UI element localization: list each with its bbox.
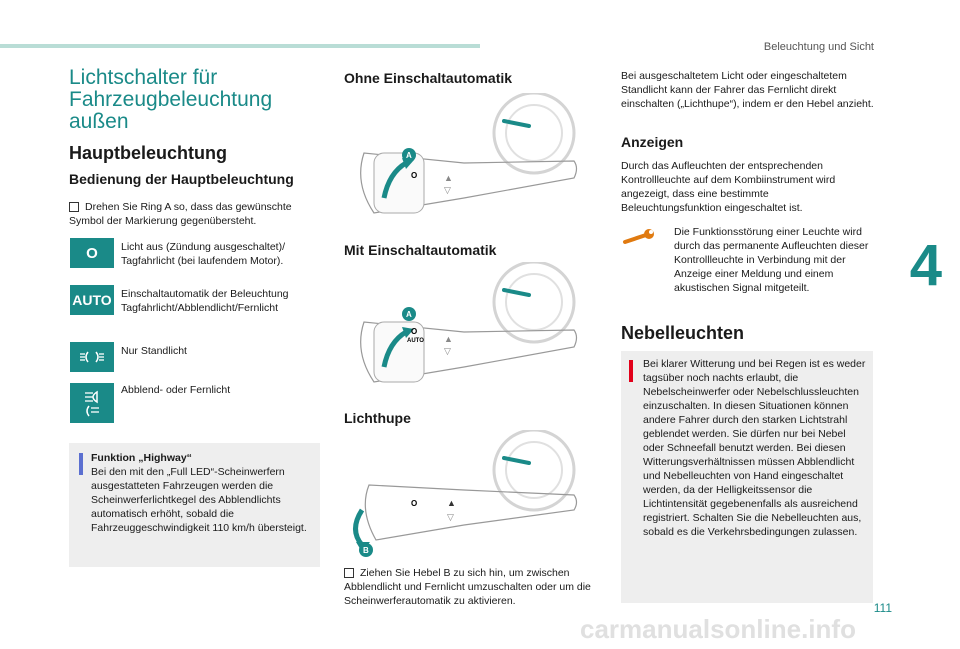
parking-light-icon (70, 342, 114, 372)
info-icon (79, 453, 83, 475)
svg-text:▲: ▲ (447, 498, 456, 508)
svg-text:B: B (363, 546, 369, 555)
stalk-diagram-mit (344, 262, 594, 387)
heading-lichthupe: Lichthupe (344, 410, 411, 426)
item-headlight-text: Abblend- oder Fernlicht (121, 384, 231, 396)
stalk-diagram-ohne (344, 93, 594, 218)
info-box-highway (69, 443, 320, 567)
intro-lichthupe: Bei ausgeschaltetem Licht oder eingeschaltetem Standlicht kann der Fahrer das Fernlicht direkt einschalten („Lichthupe“), indem er den Hebel anzieht. (621, 70, 874, 110)
svg-text:AUTO: AUTO (407, 338, 424, 344)
heading-mit-automatik: Mit Einschaltautomatik (344, 242, 497, 258)
header-accent-bar (0, 44, 480, 48)
watermark: carmanualsonline.info (580, 614, 856, 644)
warning-box-nebel (621, 351, 873, 603)
light-off-icon: O (70, 238, 114, 268)
item-parking-text: Nur Standlicht (121, 345, 187, 357)
auto-light-icon: AUTO (70, 285, 114, 315)
svg-text:▲: ▲ (444, 334, 453, 344)
svg-text:A: A (406, 310, 412, 319)
heading-hauptbeleuchtung: Hauptbeleuchtung (69, 143, 227, 163)
svg-text:O: O (411, 499, 418, 508)
svg-text:O: O (411, 327, 418, 336)
heading-bedienung: Bedienung der Hauptbeleuchtung (69, 171, 294, 187)
svg-text:▽: ▽ (444, 185, 451, 195)
service-text: Die Funktionsstörung einer Leuchte wird durch das permanente Aufleuchten dieser Kontrollleuchte in Verbindung mit der Anzeige einer Meldung und einem akustischen Signal mitgeteilt. (674, 226, 869, 294)
svg-text:A: A (406, 151, 412, 160)
checkbox-bullet-icon (69, 202, 79, 212)
svg-text:O: O (411, 171, 418, 180)
stalk-diagram-lichthupe (344, 430, 594, 560)
svg-text:▽: ▽ (444, 346, 451, 356)
heading-anzeigen: Anzeigen (621, 134, 684, 150)
chapter-number: 4 (909, 233, 942, 298)
instruction-hebel: Ziehen Sie Hebel B zu sich hin, um zwischen Abblendlicht und Fernlicht umzuschalten oder um die Scheinwerferautomatik zu aktivieren. (344, 567, 591, 607)
warning-text: Bei klarer Witterung und bei Regen ist es weder tagsüber noch nachts erlaubt, die Nebelscheinwerfer oder Nebelschlussleuchten einzuschalten. In diesen Situationen können andere Fahrer durch den starken Lichtstrahl geblendet werden. Sie dürfen nur bei Nebel oder Schneefall benutzt werden. Bei diesen Witterungsverhältnissen müssen Abblendlicht und Nebelleuchten von Hand eingeschaltet werden, da der Helligkeitssensor die Lichtintensität gegebenenfalls als ausreichend registriert. Schalten Sie die Nebelleuchten aus, sobald es die Verkehrsbedingungen zulassen. (643, 358, 866, 538)
instruction-ring: Drehen Sie Ring A so, dass das gewünschte Symbol der Markierung gegenübersteht. (69, 201, 292, 227)
wrench-icon (622, 228, 656, 246)
page-title: Lichtschalter für Fahrzeugbeleuchtung außen (69, 66, 273, 133)
section-title: Beleuchtung und Sicht (763, 41, 874, 53)
svg-text:▽: ▽ (447, 512, 454, 522)
anzeigen-text: Durch das Aufleuchten der entsprechenden Kontrollleuchte auf dem Kombiinstrument wird angezeigt, dass eine bestimmte Beleuchtungsfunktion eingeschaltet ist. (621, 160, 836, 214)
svg-text:▲: ▲ (444, 173, 453, 183)
info-text: Bei den mit den „Full LED“-Scheinwerfern ausgestatteten Fahrzeugen werden die Scheinwerferlichtkegel des Abblendlichts automatisch erhöht, sobald die Fahrzeuggeschwindigkeit 110 km/h übersteigt. (91, 466, 307, 534)
page-number: 111 (873, 601, 892, 615)
heading-ohne-automatik: Ohne Einschaltautomatik (344, 70, 513, 86)
item-light-off-text: Licht aus (Zündung ausgeschaltet)/ Tagfahrlicht (bei laufendem Motor). (121, 241, 286, 267)
headlight-icon (70, 383, 114, 423)
warning-icon (629, 360, 633, 382)
item-auto-text: Einschaltautomatik der Beleuchtung Tagfahrlicht/Abblendlicht/Fernlicht (121, 288, 289, 314)
info-title: Funktion „Highway“ (91, 452, 192, 464)
checkbox-bullet-icon (344, 568, 354, 578)
heading-nebelleuchten: Nebelleuchten (621, 323, 745, 343)
